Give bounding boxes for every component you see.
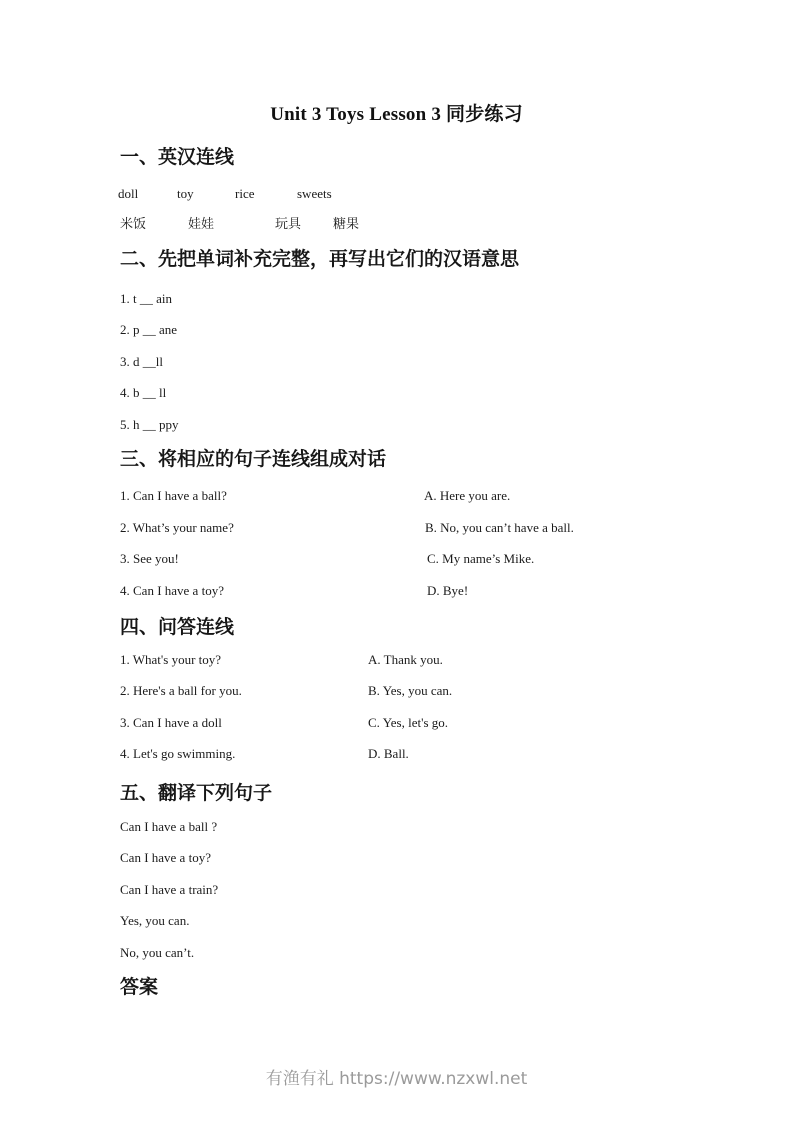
fill-blank-item: 3. d __ll xyxy=(120,354,163,369)
match-row xyxy=(0,581,793,601)
section-1-chinese-row xyxy=(0,214,793,234)
section-4-heading: 四、问答连线 xyxy=(120,616,235,638)
english-word: doll xyxy=(118,186,139,201)
section-5-heading: 五、翻译下列句子 xyxy=(120,782,273,804)
match-left: 3. Can I have a doll xyxy=(120,715,222,730)
fill-blank-item: 5. h __ ppy xyxy=(120,417,179,432)
translate-item: No, you can’t. xyxy=(120,945,195,960)
footer-watermark: 有渔有礼 https://www.nzxwl.net xyxy=(265,1069,528,1089)
match-row xyxy=(0,486,793,506)
translate-item: Yes, you can. xyxy=(120,913,190,928)
match-right: B. No, you can’t have a ball. xyxy=(425,520,574,535)
match-right: A. Here you are. xyxy=(424,488,511,503)
english-word: rice xyxy=(235,186,255,201)
match-left: 2. Here's a ball for you. xyxy=(120,683,242,698)
page-title: Unit 3 Toys Lesson 3 同步练习 xyxy=(270,104,523,125)
translate-item: Can I have a train? xyxy=(120,882,219,897)
chinese-word: 娃娃 xyxy=(188,216,215,231)
match-row xyxy=(0,713,793,733)
match-right: B. Yes, you can. xyxy=(368,683,453,698)
section-1-heading: 一、英汉连线 xyxy=(120,146,235,168)
fill-blank-item: 2. p __ ane xyxy=(120,322,178,337)
chinese-word: 玩具 xyxy=(275,216,302,231)
match-row xyxy=(0,518,793,538)
fill-blank-item: 4. b __ ll xyxy=(120,385,167,400)
match-right: D. Ball. xyxy=(368,746,409,761)
translate-item: Can I have a toy? xyxy=(120,850,211,865)
chinese-word: 糖果 xyxy=(333,216,360,231)
section-1-english-row xyxy=(0,184,793,204)
match-row xyxy=(0,681,793,701)
english-word: sweets xyxy=(297,186,332,201)
match-left: 4. Can I have a toy? xyxy=(120,583,224,598)
match-left: 4. Let's go swimming. xyxy=(120,746,236,761)
section-3-heading: 三、将相应的句子连线组成对话 xyxy=(120,448,387,470)
translate-item: Can I have a ball ? xyxy=(120,819,218,834)
match-row xyxy=(0,744,793,764)
match-right: C. Yes, let's go. xyxy=(368,715,448,730)
match-left: 1. What's your toy? xyxy=(120,652,222,667)
chinese-word: 米饭 xyxy=(120,216,147,231)
match-right: D. Bye! xyxy=(427,583,469,598)
match-left: 2. What’s your name? xyxy=(120,520,234,535)
match-row xyxy=(0,650,793,670)
match-left: 1. Can I have a ball? xyxy=(120,488,227,503)
match-right: C. My name’s Mike. xyxy=(427,551,535,566)
english-word: toy xyxy=(177,186,194,201)
match-right: A. Thank you. xyxy=(368,652,443,667)
match-left: 3. See you! xyxy=(120,551,179,566)
section-2-heading: 二、先把单词补充完整，再写出它们的汉语意思 xyxy=(120,248,520,270)
fill-blank-item: 1. t __ ain xyxy=(120,291,172,306)
match-row xyxy=(0,549,793,569)
answers-heading: 答案 xyxy=(120,976,159,998)
